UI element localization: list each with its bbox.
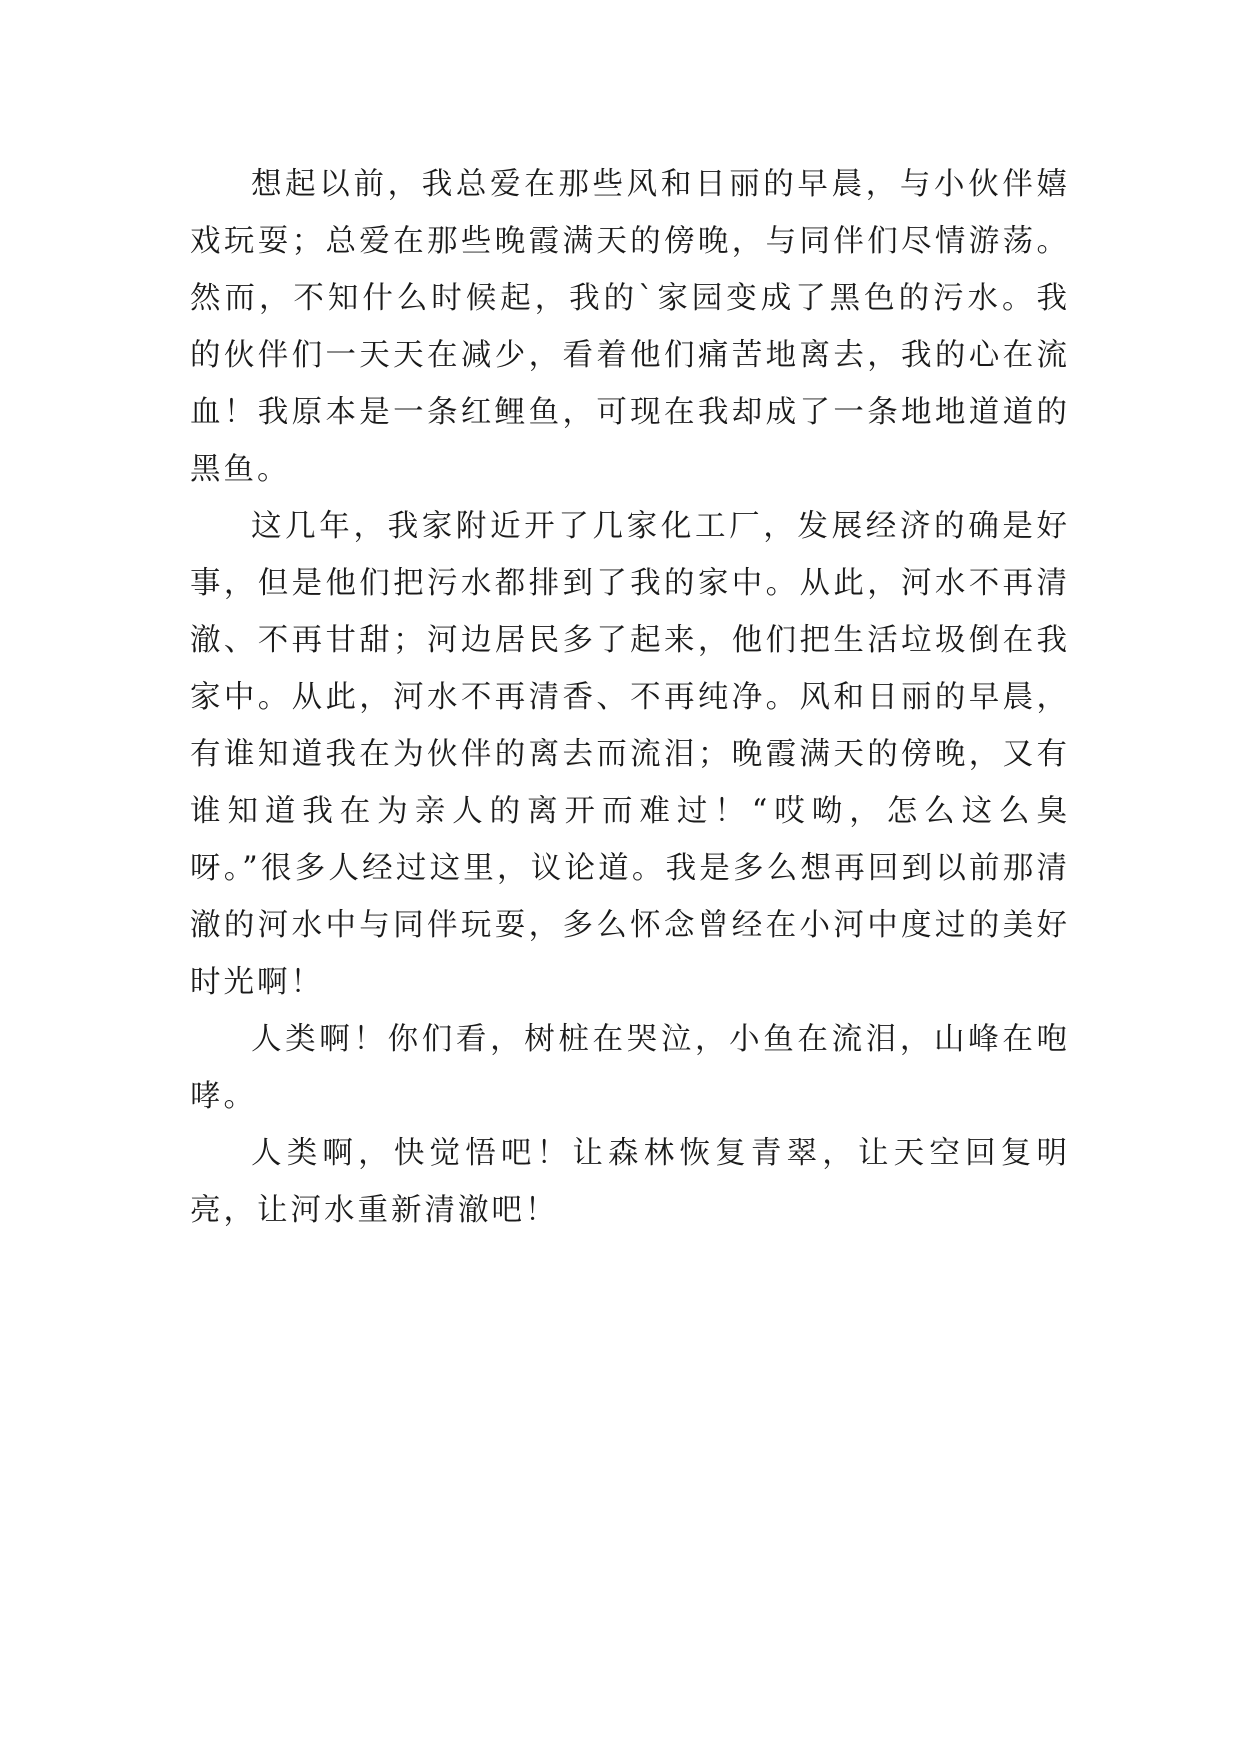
paragraph-1: 想起以前，我总爱在那些风和日丽的早晨，与小伙伴嬉戏玩耍；总爱在那些晚霞满天的傍晚，与同伴们尽情游荡。然而，不知什么时候起，我的`家园变成了黑色的污水。我的伙伴们一天天在减少，看着他们痛苦地离去，我的心在流血！我原本是一条红鲤鱼，可现在我却成了一条地地道道的黑鱼。 (190, 167, 1070, 487)
document-body (190, 156, 1070, 1239)
paragraph-4: 人类啊，快觉悟吧！让森林恢复青翠，让天空回复明亮，让河水重新清澈吧！ (190, 1136, 1070, 1228)
paragraph-3: 人类啊！你们看，树桩在哭泣，小鱼在流泪，山峰在咆哮。 (190, 1022, 1070, 1114)
paragraph-2: 这几年，我家附近开了几家化工厂，发展经济的确是好事，但是他们把污水都排到了我的家中。从此，河水不再清澈、不再甘甜；河边居民多了起来，他们把生活垃圾倒在我家中。从此，河水不再清香、不再纯净。风和日丽的早晨，有谁知道我在为伙伴的离去而流泪；晚霞满天的傍晚，又有谁知道我在为亲人的离开而难过！“哎呦，怎么这么臭呀。”很多人经过这里，议论道。我是多么想再回到以前那清澈的河水中与同伴玩耍，多么怀念曾经在小河中度过的美好时光啊！ (190, 509, 1070, 1000)
